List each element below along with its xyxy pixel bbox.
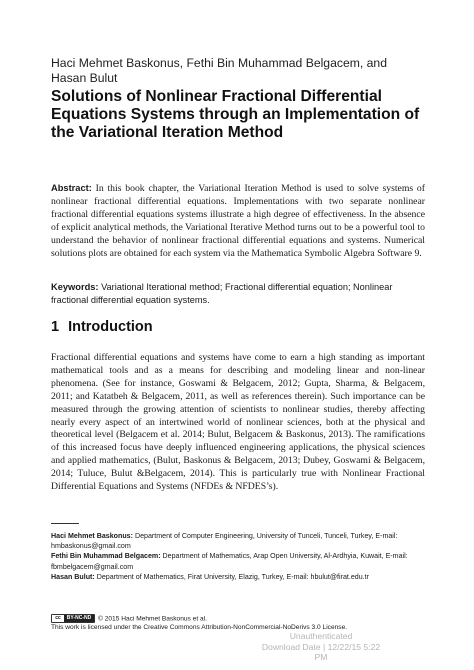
- license-copyright: © 2015 Haci Mehmet Baskonus et al.: [98, 615, 207, 623]
- footnote-text: Department of Mathematics, Firat University, Elazig, Turkey, E-mail: hbulut@firat.edu.tr: [94, 572, 369, 581]
- keywords: [51, 281, 425, 307]
- cc-badge-right: BY-NC-ND: [64, 615, 94, 622]
- download-watermark: [256, 631, 386, 663]
- author-list: [51, 56, 431, 86]
- watermark-line-2: Download Date | 12/22/15 5:22 PM: [261, 641, 381, 662]
- watermark-line-1: Unauthenticated: [289, 631, 353, 641]
- license-text: This work is licensed under the Creative Commons Attribution-NonCommercial-NoDerivs 3.0 License.: [51, 624, 348, 632]
- cc-license-badge-icon: [51, 614, 95, 623]
- chapter-title: Solutions of Nonlinear Fractional Differential Equations Systems through an Implementation of the Variational Iteration Method: [51, 88, 420, 141]
- footnote-name: Hasan Bulut:: [51, 572, 95, 581]
- body-paragraph: Fractional differential equations and systems have come to earn a high standing as important mathematical tools and as a means for describing and modeling linear and non-linear phenomena. (See for instance, Goswami & Belgacem, 2012; Gupta, Sharma, & Belgacem, 2011; and Katatbeh & Belgacem, 2011, as well as references therein). Such importance can be measured through the growing attention of scientists to nonlinear studies, thereby affecting nearly every aspect of an intertwined world of nonlinear sciences, both at the physical and theoretical level (Belgacem et al. 2014; Bulut, Belgacem & Baskonus, 2013). The ramifications of this increased focus have deeply influenced engineering applications, the physical sciences and applied mathematics, (Bulut, Baskonus & Belgacem, 2013; Dubey, Goswami & Belgacem, 2014; Tuluce, Bulut &Belgacem, 2014). This is particularly true with Nonlinear Fractional Differential Equations and Systems (NFDEs & NFDES’s).: [51, 352, 425, 493]
- author-line-1: Haci Mehmet Baskonus, Fethi Bin Muhammad Belgacem, and: [51, 56, 387, 70]
- footnotes: [51, 531, 425, 582]
- section-title: Introduction: [68, 319, 153, 335]
- keywords-label: Keywords:: [51, 282, 99, 292]
- footnote-name: Fethi Bin Muhammad Belgacem:: [51, 552, 161, 561]
- footnote-rule: [51, 523, 79, 524]
- abstract-label: Abstract:: [51, 183, 92, 193]
- section-heading: [51, 318, 425, 336]
- footnote-text: Department of Computer Engineering, University of Tunceli, Tunceli, Turkey, E-mail: hmbaskonus@gmail.com: [51, 532, 398, 551]
- footnote-author-3: [51, 572, 425, 582]
- license-copyright-line: [51, 614, 425, 623]
- author-line-2: Hasan Bulut: [51, 71, 118, 85]
- abstract: [51, 182, 425, 260]
- footnote-author-1: [51, 531, 425, 551]
- keywords-text: Variational Iterational method; Fractional differential equation; Nonlinear fractional differential equation systems.: [51, 282, 393, 305]
- footnote-author-2: [51, 551, 425, 571]
- cc-badge-left: cc: [52, 615, 64, 622]
- footnote-name: Haci Mehmet Baskonus:: [51, 532, 133, 540]
- license-block: [51, 614, 425, 632]
- section-number: 1: [51, 319, 60, 335]
- footnote-text: Department of Mathematics, Arap Open University, Al-Ardhyia, Kuwait, E-mail: fbmbelgacem@gmail.com: [51, 552, 408, 571]
- abstract-text: In this book chapter, the Variational Iteration Method is used to solve systems of nonlinear fractional differential equations. Implementations with two separate nonlinear fractional differential equations systems illustrate a high degree of effectiveness. In the absence of explicit analytical methods, the Variational Iterative Method turns out to be a powerful tool to understand the behavior of nonlinear fractional differential equations and systems. Numerical solutions plots are obtained for each system via the Mathematica Symbolic Algebra Software 9.: [51, 183, 425, 259]
